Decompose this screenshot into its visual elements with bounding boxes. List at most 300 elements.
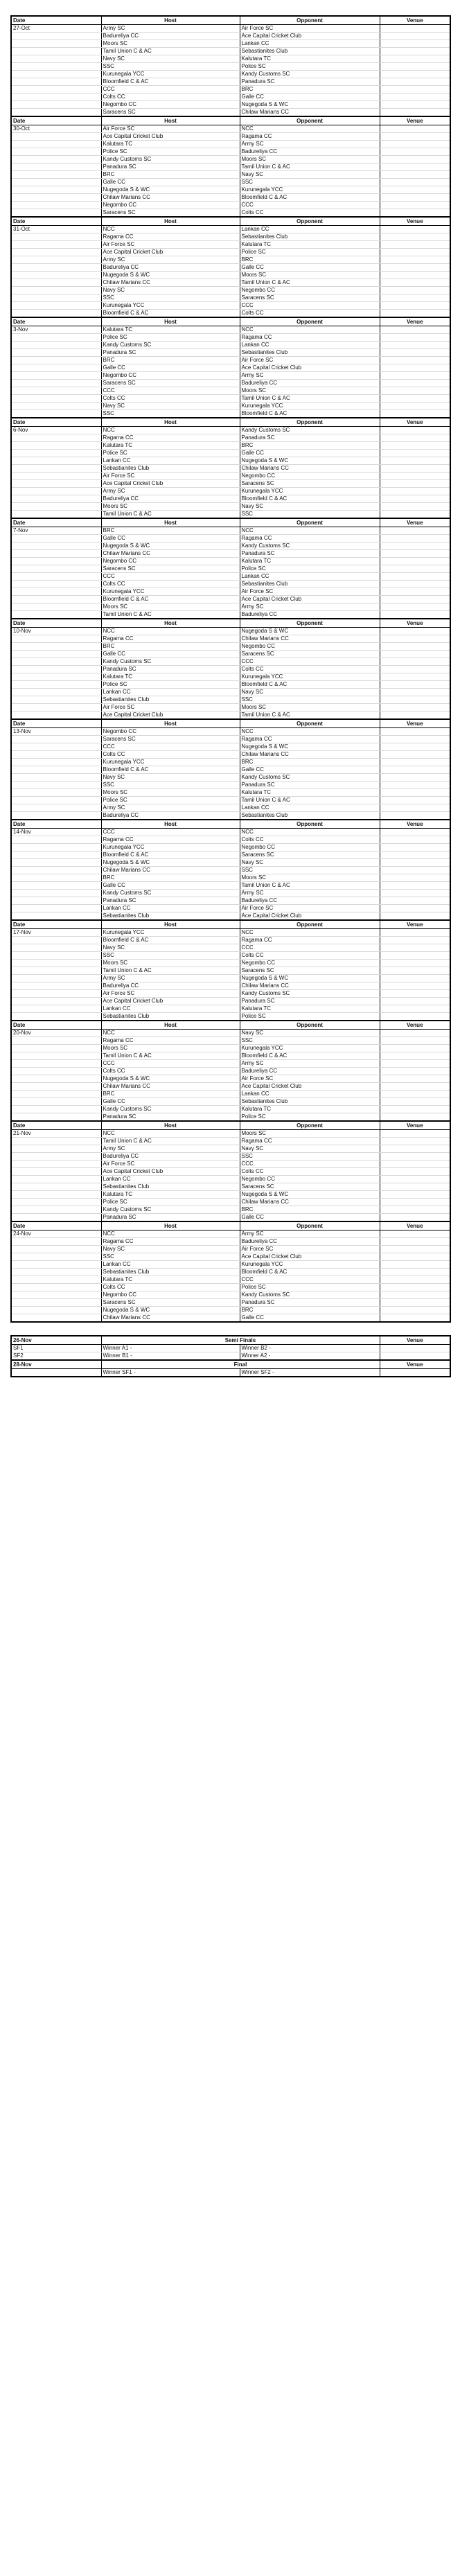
venue-cell [380,1206,450,1214]
venue-cell [380,1106,450,1113]
host-team: Nugegoda S & WC [101,1075,240,1083]
opponent-team: Police SC [240,63,380,71]
host-team: Kandy Customs SC [101,342,240,349]
round-date [11,611,101,619]
venue-cell [380,148,450,156]
opponent-team: Air Force SC [240,905,380,912]
fixture-row [11,1314,450,1323]
host-team: Badureliya CC [101,982,240,990]
opponent-team: Tamil Union C & AC [240,279,380,287]
venue-cell [380,503,450,511]
round-date [11,1176,101,1183]
opponent-team: Colts CC [240,1168,380,1176]
venue-cell [380,141,450,148]
venue-cell [380,542,450,550]
round-date [11,109,101,117]
round-date [11,1075,101,1083]
host-team: Ace Capital Cricket Club [101,480,240,488]
round-date: 3-Nov [11,326,101,334]
round-date [11,1191,101,1199]
host-team: Nugegoda S & WC [101,272,240,279]
host-team: Navy SC [101,403,240,410]
opponent-team: NCC [240,829,380,836]
venue-cell [380,774,450,782]
host-team: Air Force SC [101,990,240,998]
host-team: Tamil Union C & AC [101,967,240,975]
opponent-team: Panadura SC [240,78,380,86]
host-team: Lankan CC [101,689,240,696]
venue-cell [380,164,450,171]
host-team: Galle CC [101,535,240,542]
venue-column-header: Venue [380,1221,450,1230]
fixture-row [11,812,450,820]
venue-cell [380,473,450,480]
round-date [11,1253,101,1261]
opponent-team: Tamil Union C & AC [240,395,380,403]
venue-cell [380,603,450,611]
fixture-row [11,1299,450,1307]
final-title: Final [101,1360,380,1369]
venue-cell [380,465,450,473]
round-header-row [11,217,450,226]
host-team: NCC [101,226,240,233]
venue-column-header: Venue [380,418,450,427]
opponent-team: Tamil Union C & AC [240,164,380,171]
round-date [11,797,101,804]
host-team: Ragama CC [101,233,240,241]
fixture-row [11,342,450,349]
fixture-row [11,1230,450,1238]
round-date [11,982,101,990]
round-date [11,156,101,164]
opponent-team: NCC [240,125,380,133]
venue-cell [380,611,450,619]
opponent-team: Kalutara TC [240,241,380,249]
round-date [11,782,101,789]
round-date [11,1161,101,1168]
opponent-column-header: Opponent [240,217,380,226]
host-team: CCC [101,387,240,395]
host-team: Navy SC [101,944,240,952]
venue-cell [380,186,450,194]
venue-cell [380,279,450,287]
fixture-row [11,558,450,565]
fixture-row [11,550,450,558]
round-date [11,133,101,141]
round-date [11,897,101,905]
fixture-row [11,233,450,241]
venue-cell [380,804,450,812]
date-column-header: Date [11,619,101,628]
round-date [11,565,101,573]
venue-column-header: Venue [380,217,450,226]
fixture-row [11,844,450,852]
host-column-header: Host [101,1021,240,1030]
fixture-row [11,952,450,960]
final-opponent: Winner SF2 - [240,1369,380,1377]
host-team: BRC [101,357,240,364]
fixture-row [11,867,450,874]
host-team: Tamil Union C & AC [101,48,240,55]
venue-column-header: Venue [380,619,450,628]
host-team: Ragama CC [101,836,240,844]
venue-cell [380,596,450,603]
venue-cell [380,789,450,797]
fixture-row [11,651,450,658]
fixture-row [11,1083,450,1091]
host-column-header: Host [101,619,240,628]
venue-column-header: Venue [380,719,450,728]
venue-cell [380,1091,450,1098]
venue-cell [380,1291,450,1299]
opponent-team: Ace Capital Cricket Club [240,33,380,40]
opponent-team: SSC [240,1153,380,1161]
round-date [11,804,101,812]
host-team: Police SC [101,797,240,804]
host-team: Lankan CC [101,457,240,465]
round-date [11,40,101,48]
venue-cell [380,1052,450,1060]
opponent-team: Galle CC [240,94,380,101]
final-venue [380,1369,450,1377]
host-team: Panadura SC [101,1113,240,1122]
fixture-row [11,728,450,736]
round-date [11,473,101,480]
venue-cell [380,905,450,912]
opponent-team: Ragama CC [240,334,380,342]
host-team: CCC [101,1060,240,1068]
fixture-row [11,33,450,40]
venue-cell [380,651,450,658]
venue-cell [380,63,450,71]
round-header-row [11,317,450,326]
venue-cell [380,1253,450,1261]
round-date [11,372,101,380]
round-date [11,434,101,442]
fixture-row [11,1005,450,1013]
round-date: 24-Nov [11,1230,101,1238]
host-team: Badureliya CC [101,264,240,272]
venue-cell [380,71,450,78]
date-column-header: Date [11,1121,101,1130]
fixture-row [11,643,450,651]
host-team: SSC [101,1253,240,1261]
round-date [11,457,101,465]
venue-cell [380,550,450,558]
fixture-row [11,450,450,457]
host-team: Colts CC [101,1068,240,1075]
opponent-team: Kurunegala YCC [240,488,380,495]
opponent-team: Nugegoda S & WC [240,743,380,751]
semifinal-venue [380,1352,450,1361]
venue-cell [380,1153,450,1161]
venue-cell [380,998,450,1005]
fixture-row [11,1261,450,1269]
opponent-team: SSC [240,511,380,519]
venue-cell [380,736,450,743]
host-team: Navy SC [101,774,240,782]
round-date [11,450,101,457]
round-date [11,511,101,519]
round-date [11,171,101,179]
host-team: Colts CC [101,751,240,759]
opponent-team: Ragama CC [240,937,380,944]
host-team: BRC [101,1091,240,1098]
host-team: Kurunegala YCC [101,759,240,766]
opponent-team: BRC [240,86,380,94]
venue-cell [380,696,450,704]
opponent-team: Badureliya CC [240,1238,380,1246]
fixture-row [11,774,450,782]
round-date [11,179,101,186]
venue-cell [380,1045,450,1052]
venue-cell [380,573,450,581]
round-date [11,712,101,720]
host-team: Army SC [101,1145,240,1153]
opponent-team: Navy SC [240,1030,380,1037]
venue-cell [380,334,450,342]
fixture-row [11,912,450,921]
round-date [11,1199,101,1206]
semifinal-date: 26-Nov [11,1336,101,1345]
host-team: Army SC [101,488,240,495]
round-date [11,643,101,651]
fixture-row [11,673,450,681]
venue-cell [380,380,450,387]
opponent-team: Nugegoda S & WC [240,1191,380,1199]
venue-cell [380,241,450,249]
host-team: Army SC [101,25,240,33]
fixture-row [11,1138,450,1145]
venue-cell [380,202,450,209]
section-gap [10,1323,450,1335]
opponent-team: Panadura SC [240,782,380,789]
opponent-team: Sebastianites Club [240,233,380,241]
round-date [11,743,101,751]
opponent-team: Police SC [240,565,380,573]
venue-cell [380,990,450,998]
opponent-column-header: Opponent [240,1121,380,1130]
host-team: Negombo CC [101,101,240,109]
host-team: Army SC [101,804,240,812]
opponent-team: Nugegoda S & WC [240,975,380,982]
venue-cell [380,488,450,495]
fixture-row [11,836,450,844]
venue-cell [380,527,450,535]
host-team: Kalutara TC [101,326,240,334]
venue-cell [380,1191,450,1199]
host-team: Moors SC [101,1045,240,1052]
host-team: Police SC [101,450,240,457]
round-date [11,1299,101,1307]
opponent-team: Tamil Union C & AC [240,882,380,890]
host-team: Tamil Union C & AC [101,1138,240,1145]
venue-cell [380,287,450,294]
host-team: Galle CC [101,1098,240,1106]
fixture-row [11,766,450,774]
venue-cell [380,581,450,588]
round-date [11,542,101,550]
round-date [11,302,101,310]
host-team: Badureliya CC [101,1153,240,1161]
host-team: Air Force SC [101,125,240,133]
host-column-header: Host [101,418,240,427]
round-date [11,867,101,874]
fixture-row [11,542,450,550]
opponent-team: NCC [240,728,380,736]
fixture-row [11,179,450,186]
host-team: BRC [101,643,240,651]
opponent-team: Navy SC [240,859,380,867]
opponent-team: BRC [240,1307,380,1314]
fixture-row [11,25,450,33]
venue-cell [380,1246,450,1253]
host-team: Kalutara TC [101,141,240,148]
date-column-header: Date [11,1221,101,1230]
opponent-team: Kalutara TC [240,55,380,63]
opponent-team: Bloomfield C & AC [240,1269,380,1276]
fixture-row [11,998,450,1005]
host-team: NCC [101,1130,240,1138]
host-team: Bloomfield C & AC [101,937,240,944]
semifinal-label: SF2 [11,1352,101,1361]
round-date [11,148,101,156]
round-header-row [11,920,450,929]
round-date [11,1045,101,1052]
venue-cell [380,704,450,712]
host-team: Kurunegala YCC [101,929,240,937]
host-column-header: Host [101,116,240,125]
date-column-header: Date [11,116,101,125]
fixture-row [11,689,450,696]
opponent-team: BRC [240,1206,380,1214]
round-date [11,1083,101,1091]
fixture-row [11,628,450,635]
round-date [11,1269,101,1276]
venue-cell [380,628,450,635]
host-team: NCC [101,1030,240,1037]
fixture-row [11,1130,450,1138]
venue-cell [380,852,450,859]
host-team: Navy SC [101,55,240,63]
opponent-team: Ragama CC [240,133,380,141]
venue-cell [380,867,450,874]
round-date [11,256,101,264]
host-team: Ragama CC [101,1037,240,1045]
opponent-team: Ragama CC [240,1138,380,1145]
host-team: Air Force SC [101,1161,240,1168]
round-date [11,442,101,450]
fixture-row [11,1030,450,1037]
host-team: NCC [101,1230,240,1238]
fixture-row [11,326,450,334]
fixture-row [11,1238,450,1246]
venue-cell [380,975,450,982]
round-date: 27-Oct [11,25,101,33]
round-date [11,944,101,952]
fixture-row [11,1276,450,1284]
round-date [11,380,101,387]
venue-cell [380,364,450,372]
round-date [11,658,101,666]
venue-cell [380,372,450,380]
venue-cell [380,874,450,882]
fixture-row [11,1013,450,1021]
venue-cell [380,302,450,310]
venue-cell [380,94,450,101]
opponent-team: Chilaw Marians CC [240,109,380,117]
fixture-row [11,1307,450,1314]
opponent-team: Moors SC [240,874,380,882]
final-header-row [11,1360,450,1369]
host-team: Panadura SC [101,666,240,673]
host-team: Sebastianites Club [101,696,240,704]
round-date [11,387,101,395]
fixture-row [11,109,450,117]
venue-cell [380,982,450,990]
round-header-row [11,619,450,628]
opponent-team: Kandy Customs SC [240,542,380,550]
fixture-row [11,55,450,63]
round-date [11,63,101,71]
opponent-team: Air Force SC [240,25,380,33]
opponent-team: Badureliya CC [240,611,380,619]
fixture-row [11,944,450,952]
round-date [11,364,101,372]
round-date [11,681,101,689]
round-date [11,1098,101,1106]
host-team: CCC [101,829,240,836]
venue-cell [380,565,450,573]
round-date [11,1153,101,1161]
round-header-row [11,719,450,728]
opponent-team: Ace Capital Cricket Club [240,1083,380,1091]
fixture-row [11,410,450,418]
semifinal-venue [380,1345,450,1352]
fixture-row [11,94,450,101]
opponent-team: Air Force SC [240,588,380,596]
round-date [11,141,101,148]
fixture-row [11,194,450,202]
round-date [11,1068,101,1075]
host-team: Chilaw Marians CC [101,1314,240,1323]
host-team: Chilaw Marians CC [101,194,240,202]
fixture-row [11,804,450,812]
venue-cell [380,797,450,804]
round-date [11,294,101,302]
venue-cell [380,194,450,202]
host-team: Sebastianites Club [101,1269,240,1276]
opponent-team: NCC [240,929,380,937]
round-date [11,1284,101,1291]
opponent-team: Chilaw Marians CC [240,751,380,759]
round-date [11,287,101,294]
venue-cell [380,1060,450,1068]
host-team: Kurunegala YCC [101,588,240,596]
opponent-team: Lankan CC [240,804,380,812]
host-team: SSC [101,952,240,960]
fixture-row [11,357,450,364]
venue-cell [380,33,450,40]
opponent-team: CCC [240,1161,380,1168]
venue-cell [380,658,450,666]
fixture-row [11,488,450,495]
opponent-team: Panadura SC [240,434,380,442]
fixture-row [11,226,450,233]
fixture-row [11,334,450,342]
fixture-row [11,681,450,689]
venue-column-header: Venue [380,920,450,929]
